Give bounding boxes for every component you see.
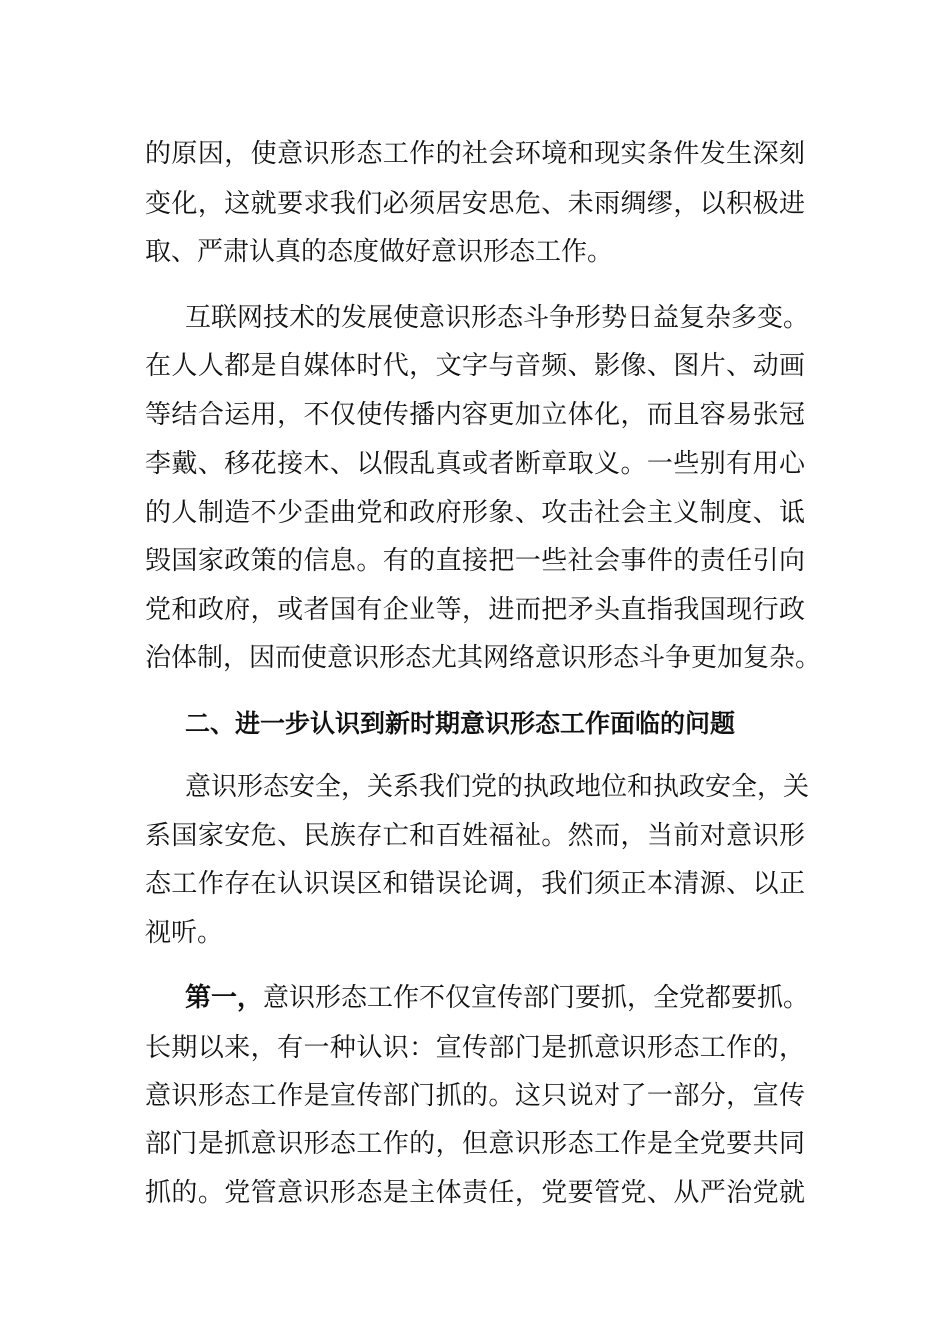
paragraph-4-line-5: 抓的。党管意识形态是主体责任，党要管党、从严治党就 [145, 1178, 805, 1208]
paragraph-4-line-2: 长期以来，有一种认识：宣传部门是抓意识形态工作的， [145, 1033, 805, 1063]
paragraph-1-line-1: 的原因，使意识形态工作的社会环境和现实条件发生深刻 [145, 139, 805, 169]
paragraph-2-line-4: 李戴、移花接木、以假乱真或者断章取义。一些别有用心 [145, 449, 805, 479]
paragraph-2-line-2: 在人人都是自媒体时代，文字与音频、影像、图片、动画 [145, 351, 805, 381]
paragraph-1-line-3: 取、严肃认真的态度做好意识形态工作。 [145, 237, 614, 267]
paragraph-3-line-4: 视听。 [145, 918, 224, 948]
paragraph-2-line-6: 毁国家政策的信息。有的直接把一些社会事件的责任引向 [145, 546, 805, 576]
paragraph-3-line-1: 意识形态安全，关系我们党的执政地位和执政安全，关 [185, 772, 810, 802]
paragraph-4-line-3: 意识形态工作是宣传部门抓的。这只说对了一部分，宣传 [145, 1081, 805, 1111]
paragraph-3-line-3: 态工作存在认识误区和错误论调，我们须正本清源、以正 [145, 869, 805, 899]
paragraph-4-line-1 [185, 978, 810, 1018]
paragraph-2-line-7: 党和政府，或者国有企业等，进而把矛头直指我国现行政 [145, 595, 805, 625]
paragraph-4-first-line-rest: 意识形态工作不仅宣传部门要抓，全党都要抓。 [263, 983, 810, 1013]
paragraph-4-lead: 第一， [185, 983, 264, 1013]
paragraph-2-line-1: 互联网技术的发展使意识形态斗争形势日益复杂多变。 [185, 303, 810, 333]
paragraph-3-line-2: 系国家安危、民族存亡和百姓福祉。然而，当前对意识形 [145, 821, 805, 851]
paragraph-4-line-4: 部门是抓意识形态工作的，但意识形态工作是全党要共同 [145, 1129, 805, 1159]
paragraph-1-line-2: 变化，这就要求我们必须居安思危、未雨绸缪，以积极进 [145, 189, 805, 219]
section-heading: 二、进一步认识到新时期意识形态工作面临的问题 [185, 709, 736, 738]
paragraph-2-line-3: 等结合运用，不仅使传播内容更加立体化，而且容易张冠 [145, 400, 805, 430]
paragraph-2-line-5: 的人制造不少歪曲党和政府形象、攻击社会主义制度、诋 [145, 498, 805, 528]
paragraph-2-line-8: 治体制，因而使意识形态尤其网络意识形态斗争更加复杂。 [145, 643, 822, 673]
